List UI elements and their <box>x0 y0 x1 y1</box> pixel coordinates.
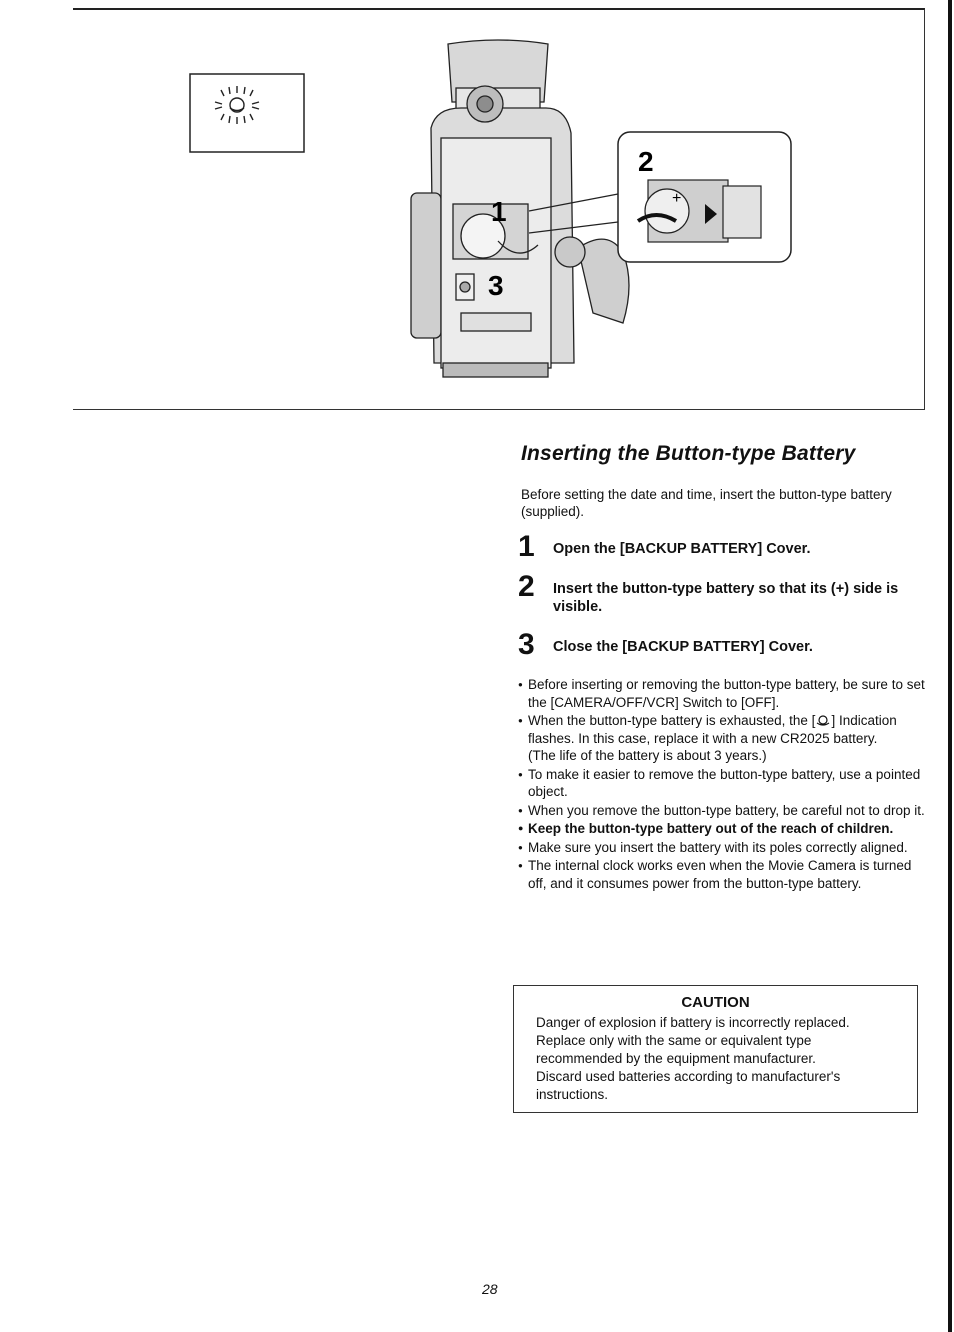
step-number: 1 <box>518 530 535 563</box>
note-item: ● Make sure you insert the battery with its poles correctly aligned. <box>518 839 928 857</box>
note-item: ● When you remove the button-type battery, be careful not to drop it. <box>518 802 928 820</box>
step-text: Close the [BACKUP BATTERY] Cover. <box>553 639 813 655</box>
camera-body <box>411 40 629 377</box>
note-item: ● Before inserting or removing the button-type battery, be sure to set the [CAMERA/OFF/VCR] Switch to [OFF]. <box>518 676 928 711</box>
caution-line: Discard used batteries according to manufacturer's <box>536 1069 841 1084</box>
note-item <box>518 712 928 765</box>
battery-cover-icon <box>723 186 761 238</box>
battery-insertion-inset <box>618 132 791 262</box>
backup-battery-warning-icon <box>215 86 259 124</box>
caution-title: CAUTION <box>681 994 750 1011</box>
note-text: ] Indication flashes. In this case, replace it with a new CR2025 battery. <box>528 713 897 746</box>
figure-label-3: 3 <box>488 270 504 301</box>
caution-box <box>513 985 918 1113</box>
backup-battery-indicator-box <box>190 74 304 152</box>
caution-line: Replace only with the same or equivalent type <box>536 1033 812 1048</box>
camera-illustration <box>73 8 925 410</box>
caution-line: Danger of explosion if battery is incorrectly replaced. <box>536 1015 850 1030</box>
note-text: When the button-type battery is exhausted, the [ <box>528 713 816 728</box>
step-text: Open the [BACKUP BATTERY] Cover. <box>553 541 811 557</box>
note-item: ● To make it easier to remove the button-type battery, use a pointed object. <box>518 766 928 801</box>
backup-battery-icon <box>815 715 831 726</box>
caution-line: recommended by the equipment manufacturer. <box>536 1051 816 1066</box>
note-item-warning: ● Keep the button-type battery out of the reach of children. <box>518 820 928 838</box>
figure-label-2: 2 <box>638 146 654 177</box>
caution-line: instructions. <box>536 1087 609 1102</box>
caution-body <box>536 1014 906 1104</box>
notes-list <box>518 676 928 893</box>
page-number: 28 <box>482 1281 498 1297</box>
note-subtext: (The life of the battery is about 3 years.) <box>528 748 767 763</box>
intro-text: Before setting the date and time, insert the button-type battery (supplied). <box>521 487 892 519</box>
page-edge-rule <box>948 0 952 1332</box>
step-text: Insert the button-type battery so that its (+) side is visible. <box>553 581 899 615</box>
section-title: Inserting the Button-type Battery <box>521 442 856 465</box>
button-battery-icon <box>645 189 689 233</box>
step-number: 2 <box>518 570 535 603</box>
battery-plus-mark: + <box>672 190 682 207</box>
note-item: ● The internal clock works even when the Movie Camera is turned off, and it consumes power from the button-type battery. <box>518 857 928 892</box>
step-number: 3 <box>518 628 535 661</box>
figure-label-1: 1 <box>491 196 507 227</box>
